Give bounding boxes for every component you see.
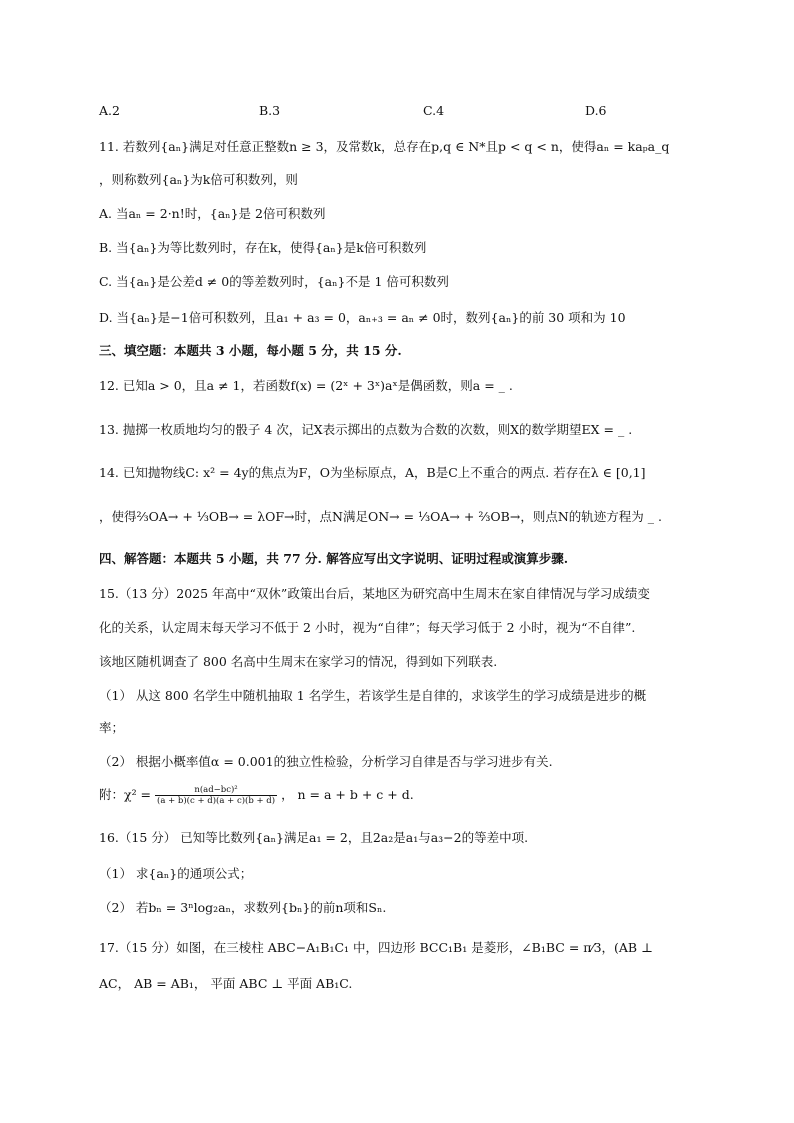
q15-note <box>99 785 414 806</box>
q13: 13. 抛掷一枚质地均匀的骰子 4 次，记X表示掷出的点数为合数的次数，则X的数学期望EX = _ . <box>99 422 633 437</box>
option-c: C.4 <box>423 103 445 118</box>
q14-line2: ，使得²⁄₃OA→ + ¹⁄₃OB→ = λOF→时，点N满足ON→ = ¹⁄₃OA→ + ²⁄₃OB→，则点N的轨迹方程为 _ . <box>99 509 662 524</box>
section-3-heading: 三、填空题：本题共 3 小题，每小题 5 分，共 15 分. <box>99 343 402 358</box>
q11-option-c: C. 当{aₙ}是公差d ≠ 0的等差数列时，{aₙ}不是 1 倍可积数列 <box>99 274 449 289</box>
answer-options-q10 <box>0 103 794 121</box>
q12: 12. 已知a > 0，且a ≠ 1，若函数f(x) = (2ˣ + 3ˣ)aˣ是偶函数，则a = _ . <box>99 378 513 393</box>
q16-part2: （2） 若bₙ = 3ⁿlog₂aₙ，求数列{bₙ}的前n项和Sₙ. <box>99 900 387 915</box>
q11-option-d: D. 当{aₙ}是−1倍可积数列，且a₁ + a₃ = 0，aₙ₊₃ = aₙ ≠ 0时，数列{aₙ}的前 30 项和为 10 <box>99 310 626 325</box>
q15-line1: 15.（13 分）2025 年高中“双休”政策出台后，某地区为研究高中生周末在家自律情况与学习成绩变 <box>99 586 650 601</box>
q14-line1: 14. 已知抛物线C: x² = 4y的焦点为F，O为坐标原点，A，B是C上不重合的两点. 若存在λ ∈ [0,1] <box>99 465 646 480</box>
q15-part2: （2） 根据小概率值α = 0.001的独立性检验，分析学习自律是否与学习进步有关. <box>99 754 553 769</box>
option-d: D.6 <box>585 103 607 118</box>
q16-part1: （1） 求{aₙ}的通项公式； <box>99 866 253 881</box>
fraction-numerator: n(ad−bc)² <box>155 785 277 796</box>
q11-option-a: A. 当aₙ = 2·n!时，{aₙ}是 2倍可积数列 <box>99 206 326 221</box>
section-4-heading: 四、解答题：本题共 5 小题，共 77 分. 解答应写出文字说明、证明过程或演算步骤. <box>99 551 569 566</box>
q15-part1-line1: （1） 从这 800 名学生中随机抽取 1 名学生，若该学生是自律的，求该学生的学习成绩是进步的概 <box>99 688 647 703</box>
q11-line2: ，则称数列{aₙ}为k倍可积数列，则 <box>99 172 298 187</box>
q11-option-b: B. 当{aₙ}为等比数列时，存在k，使得{aₙ}是k倍可积数列 <box>99 240 427 255</box>
q17-line1: 17.（15 分）如图，在三棱柱 ABC−A₁B₁C₁ 中，四边形 BCC₁B₁ 是菱形，∠B₁BC = π⁄3，(AB ⊥ <box>99 940 653 955</box>
note-prefix: 附：χ² = <box>99 787 156 802</box>
option-a: A.2 <box>99 103 120 118</box>
q15-part1-line2: 率； <box>99 720 125 735</box>
fraction-denominator: (a + b)(c + d)(a + c)(b + d) <box>157 796 276 806</box>
chi-square-fraction <box>155 785 277 806</box>
q11-line1: 11. 若数列{aₙ}满足对任意正整数n ≥ 3，及常数k，总存在p,q ∈ N*且p < q < n，使得aₙ = kaₚa_q <box>99 139 670 154</box>
q15-line3: 该地区随机调查了 800 名高中生周末在家学习的情况，得到如下列联表. <box>99 654 498 669</box>
note-suffix: ， n = a + b + c + d. <box>281 787 414 802</box>
q16-line1: 16.（15 分） 已知等比数列{aₙ}满足a₁ = 2，且2a₂是a₁与a₃−2的等差中项. <box>99 830 529 845</box>
q17-line2: AC， AB = AB₁， 平面 ABC ⊥ 平面 AB₁C. <box>99 976 353 991</box>
q15-line2: 化的关系，认定周末每天学习不低于 2 小时，视为“自律”；每天学习低于 2 小时，视为“不自律”. <box>99 620 636 635</box>
option-b: B.3 <box>259 103 281 118</box>
